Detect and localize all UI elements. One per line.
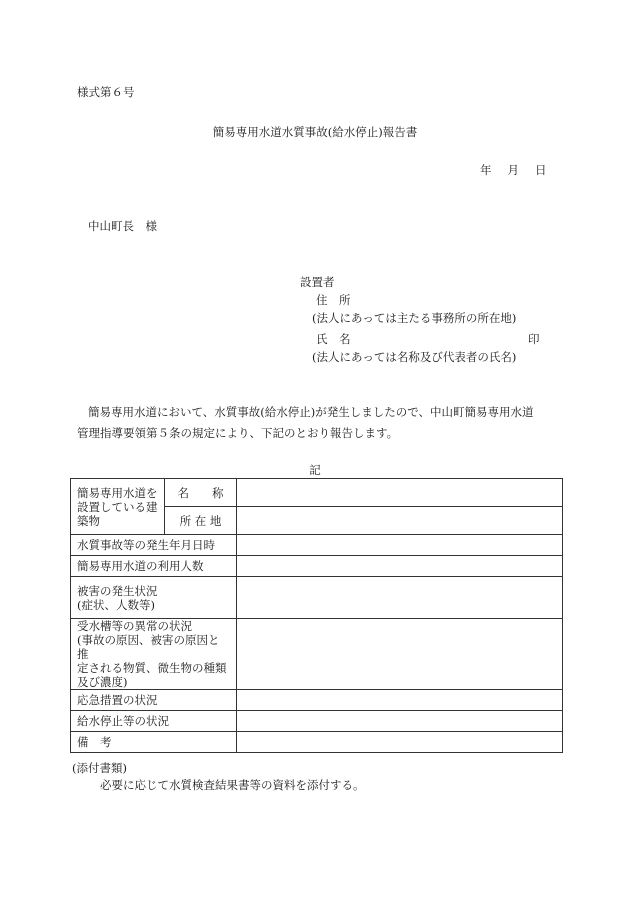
location-value-cell[interactable] — [237, 507, 563, 535]
row-value[interactable] — [237, 556, 563, 577]
row-label: 応急措置の状況 — [71, 690, 237, 711]
address-label: 住 所 — [316, 293, 351, 307]
name-label: 氏 名 — [316, 332, 351, 346]
attachment-label: (添付書類) — [72, 761, 127, 775]
table-row — [71, 732, 563, 753]
row-value[interactable] — [237, 535, 563, 556]
ki-heading: 記 — [309, 463, 321, 477]
submitter-heading: 設置者 — [300, 275, 335, 289]
table-row — [71, 479, 563, 507]
row-label: 簡易専用水道の利用人数 — [71, 556, 237, 577]
document-title: 簡易専用水道水質事故(給水停止)報告書 — [212, 125, 418, 139]
row-value[interactable] — [237, 711, 563, 732]
seal-mark: 印 — [528, 332, 540, 346]
row-label: 給水停止等の状況 — [71, 711, 237, 732]
row-value[interactable] — [237, 577, 563, 619]
row-value[interactable] — [237, 690, 563, 711]
row-label: 受水槽等の異常の状況 (事故の原因、被害の原因と推 定される物質、微生物の種類 及び濃度) — [71, 619, 237, 690]
table-row — [71, 535, 563, 556]
address-note: (法人にあっては主たる事務所の所在地) — [312, 311, 517, 325]
body-text-line-2: 管理指導要領第５条の規定により、下記のとおり報告します。 — [77, 426, 399, 440]
row-label: 備 考 — [71, 732, 237, 753]
attachment-text: 必要に応じて水質検査結果書等の資料を添付する。 — [100, 778, 365, 792]
body-text-line-1: 簡易専用水道において、水質事故(給水停止)が発生しましたので、中山町簡易専用水道 — [88, 405, 534, 419]
report-table — [70, 478, 563, 753]
form-number: 様式第６号 — [77, 85, 135, 99]
row-label: 水質事故等の発生年月日時 — [71, 535, 237, 556]
date-line — [480, 163, 547, 177]
name-note: (法人にあっては名称及び代表者の氏名) — [312, 350, 517, 364]
building-label-cell: 簡易専用水道を 設置している建 築物 — [71, 479, 165, 535]
table-row — [71, 577, 563, 619]
name-sub-cell: 名 称 — [165, 479, 237, 507]
date-year: 年 — [480, 163, 492, 177]
table-row — [71, 711, 563, 732]
row-value[interactable] — [237, 619, 563, 690]
addressee: 中山町長 様 — [88, 219, 157, 233]
name-value-cell[interactable] — [237, 479, 563, 507]
table-row — [71, 619, 563, 690]
row-label: 被害の発生状況 (症状、人数等) — [71, 577, 237, 619]
row-value[interactable] — [237, 732, 563, 753]
location-sub-cell: 所 在 地 — [165, 507, 237, 535]
date-day: 日 — [535, 163, 547, 177]
table-row — [71, 690, 563, 711]
date-month: 月 — [507, 163, 519, 177]
table-row — [71, 556, 563, 577]
